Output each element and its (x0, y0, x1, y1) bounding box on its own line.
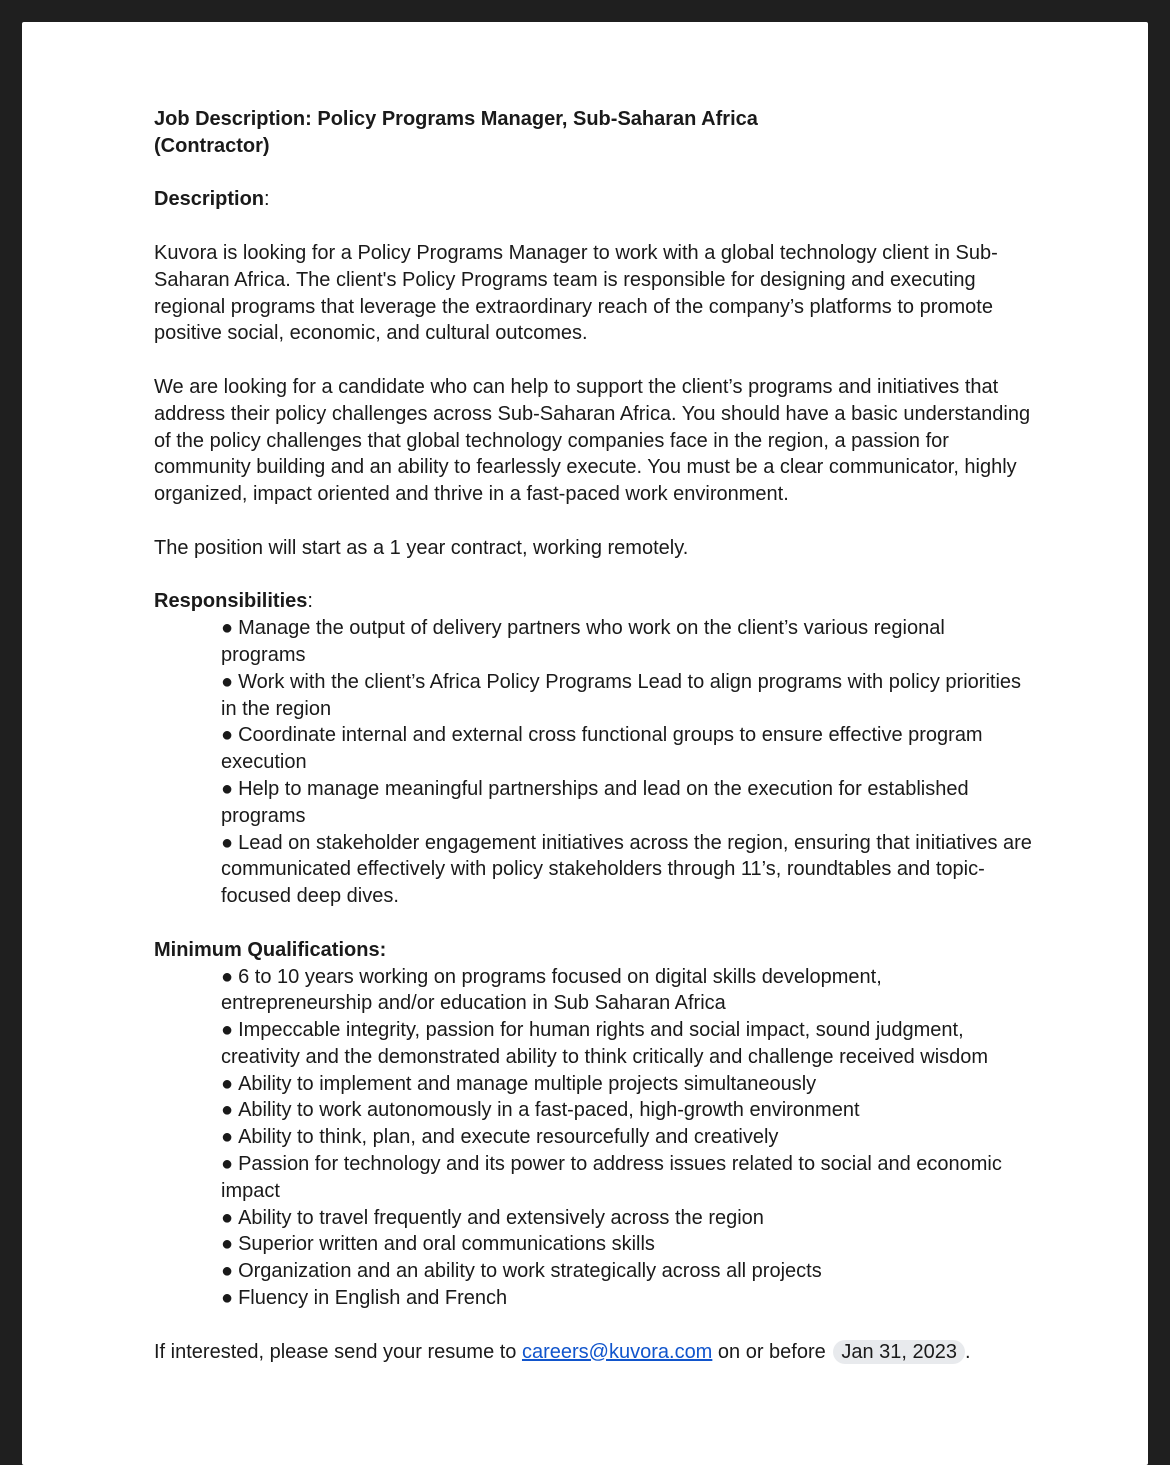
bullet-icon: ● (221, 1072, 234, 1095)
list-item (221, 615, 1034, 669)
list-item (221, 1258, 1034, 1285)
bullet-icon: ● (221, 1126, 234, 1149)
responsibility-text: Lead on stakeholder engagement initiatives across the region, ensuring that initiatives are communicated effectively with policy stakeholders through 11’s, roundtables and topic-focused deep dives. (221, 831, 1032, 908)
bullet-icon: ● (221, 1019, 234, 1042)
qualification-text: Ability to think, plan, and execute resourcefully and creatively (238, 1126, 779, 1149)
list-item (221, 1231, 1034, 1258)
spacer (154, 910, 1034, 937)
spacer (154, 347, 1034, 374)
qualification-text: Impeccable integrity, passion for human rights and social impact, sound judgment, creativity and the demonstrated ability to think critically and challenge received wisdom (221, 1019, 989, 1068)
qualifications-list (154, 964, 1034, 1312)
bullet-icon: ● (221, 965, 234, 988)
bullet-icon: ● (221, 617, 234, 640)
list-item (221, 830, 1034, 910)
qualification-text: Organization and an ability to work strategically across all projects (238, 1260, 822, 1283)
qualification-text: Fluency in English and French (238, 1287, 508, 1310)
qualification-text: Ability to work autonomously in a fast-paced, high-growth environment (238, 1099, 860, 1122)
spacer (154, 213, 1034, 240)
bullet-icon: ● (221, 670, 234, 693)
responsibilities-heading: Responsibilities: (154, 590, 313, 613)
bullet-icon: ● (221, 1287, 234, 1310)
list-item (221, 776, 1034, 830)
responsibility-text: Work with the client’s Africa Policy Programs Lead to align programs with policy priorities in the region (221, 670, 1022, 720)
list-item (221, 1124, 1034, 1151)
list-item (221, 1285, 1034, 1312)
document-page (22, 22, 1148, 1465)
email-link[interactable]: careers@kuvora.com (521, 1340, 713, 1363)
list-item (221, 669, 1034, 723)
closing-suffix: . (964, 1340, 971, 1363)
bullet-icon: ● (221, 1099, 234, 1122)
list-item (221, 722, 1034, 776)
job-title-line-1: Job Description: Policy Programs Manager, Sub-Saharan Africa (154, 108, 758, 130)
responsibilities-list (154, 615, 1034, 910)
qualification-text: Passion for technology and its power to address issues related to social and economic impact (221, 1153, 1002, 1202)
description-paragraph-3: The position will start as a 1 year contract, working remotely. (154, 536, 689, 559)
list-item (221, 1151, 1034, 1205)
date-chip[interactable]: Jan 31, 2023 (833, 1340, 965, 1364)
spacer (154, 1312, 1034, 1339)
list-item (221, 1017, 1034, 1071)
responsibility-text: Manage the output of delivery partners who work on the client’s various regional programs (221, 617, 945, 666)
qualification-text: Ability to travel frequently and extensively across the region (238, 1206, 764, 1229)
bullet-icon: ● (221, 831, 234, 854)
bullet-icon: ● (221, 1153, 234, 1176)
description-label: Description (154, 188, 265, 211)
spacer (154, 562, 1034, 589)
bullet-icon: ● (221, 724, 234, 747)
bullet-icon: ● (221, 1233, 234, 1256)
qualifications-heading: Minimum Qualifications: (154, 938, 387, 961)
list-item (221, 964, 1034, 1018)
description-paragraph-2: We are looking for a candidate who can help to support the client’s programs and initiatives that address their policy challenges across Sub-Saharan Africa. You should have a basic understanding of the policy challenges that global technology companies face in the region, a passion for community building and an ability to fearlessly execute. You must be a clear communicator, highly organized, impact oriented and thrive in a fast-paced work environment. (154, 375, 1031, 506)
list-item (221, 1071, 1034, 1098)
closing-prefix: If interested, please send your resume to (154, 1340, 522, 1363)
spacer (154, 508, 1034, 535)
closing-middle: on or before (712, 1340, 832, 1363)
qualification-text: Ability to implement and manage multiple projects simultaneously (238, 1072, 817, 1095)
description-paragraph-1: Kuvora is looking for a Policy Programs Manager to work with a global technology client in Sub-Saharan Africa. The client's Policy Programs team is responsible for designing and executing regional programs that leverage the extraordinary reach of the company’s platforms to promote positive social, economic, and cultural outcomes. (154, 241, 998, 345)
bullet-icon: ● (221, 777, 234, 800)
qualification-text: Superior written and oral communications skills (238, 1233, 655, 1256)
responsibilities-label: Responsibilities (154, 590, 308, 613)
list-item (221, 1205, 1034, 1232)
description-heading: Description: (154, 188, 270, 211)
closing-line (154, 1339, 1034, 1366)
responsibility-text: Help to manage meaningful partnerships and lead on the execution for established programs (221, 777, 969, 827)
list-item (221, 1097, 1034, 1124)
bullet-icon: ● (221, 1260, 234, 1283)
qualification-text: 6 to 10 years working on programs focused on digital skills development, entrepreneurship and/or education in Sub Saharan Africa (221, 965, 882, 1015)
job-title-line-2: (Contractor) (154, 134, 270, 157)
bullet-icon: ● (221, 1206, 234, 1229)
responsibility-text: Coordinate internal and external cross functional groups to ensure effective program execution (221, 724, 983, 774)
spacer (154, 160, 1034, 187)
document-body (154, 106, 1034, 1365)
